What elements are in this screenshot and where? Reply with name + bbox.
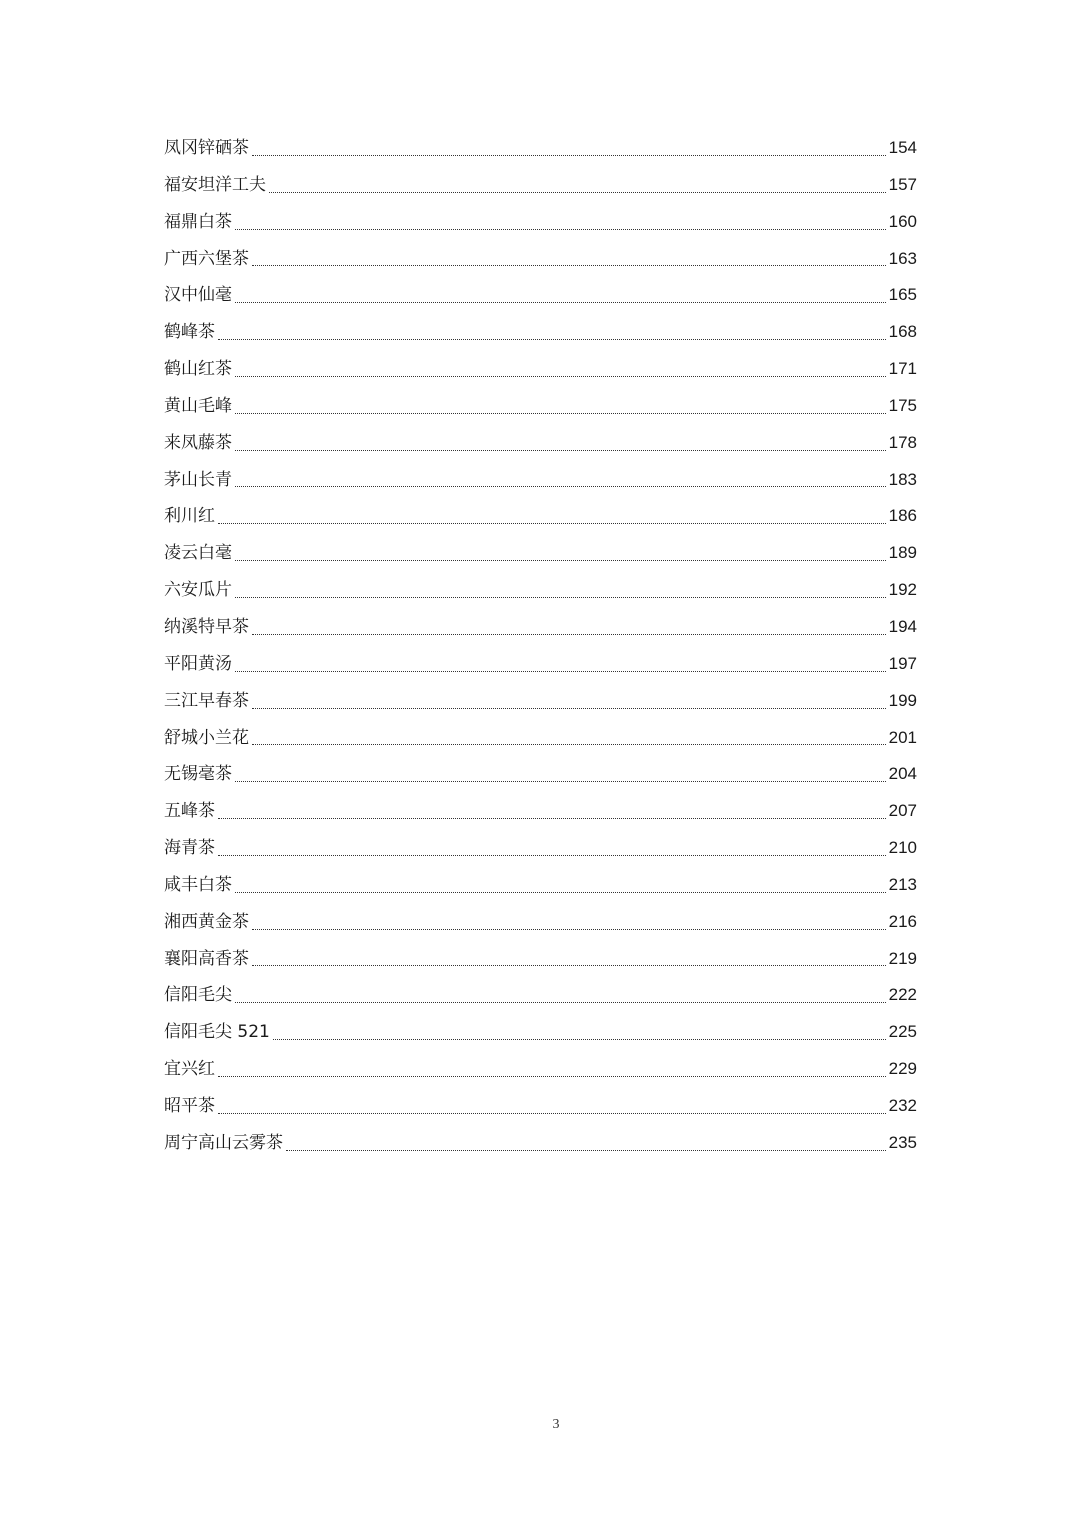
toc-dot-leader <box>273 1039 886 1040</box>
toc-entry-title: 鹤峰茶 <box>164 322 215 343</box>
toc-entry-page-number: 168 <box>888 322 917 342</box>
toc-entry-page-number: 160 <box>888 211 917 231</box>
toc-entry-page-number: 207 <box>888 801 917 821</box>
toc-entry-title: 五峰茶 <box>164 801 215 822</box>
toc-entry-title: 无锡毫茶 <box>164 764 232 785</box>
toc-entry[interactable] <box>164 646 917 683</box>
toc-dot-leader <box>235 302 886 303</box>
toc-entry[interactable] <box>164 314 917 351</box>
toc-dot-leader <box>235 450 886 451</box>
toc-entry-page-number: 232 <box>888 1095 917 1115</box>
toc-entry-title: 咸丰白茶 <box>164 874 232 895</box>
toc-entry-title: 茅山长青 <box>164 469 232 490</box>
toc-entry[interactable] <box>164 1014 917 1051</box>
toc-entry-page-number: 178 <box>888 432 917 452</box>
toc-entry[interactable] <box>164 1125 917 1162</box>
toc-entry-page-number: 213 <box>888 874 917 894</box>
toc-dot-leader <box>269 192 886 193</box>
toc-entry[interactable] <box>164 388 917 425</box>
toc-entry[interactable] <box>164 498 917 535</box>
toc-entry-title: 凌云白毫 <box>164 543 232 564</box>
toc-entry-page-number: 199 <box>888 690 917 710</box>
toc-entry-title: 广西六堡茶 <box>164 248 249 269</box>
toc-entry[interactable] <box>164 793 917 830</box>
toc-entry[interactable] <box>164 609 917 646</box>
toc-entry-page-number: 222 <box>888 985 917 1005</box>
toc-entry-page-number: 194 <box>888 616 917 636</box>
toc-dot-leader <box>235 781 886 782</box>
toc-entry-title: 昭平茶 <box>164 1095 215 1116</box>
toc-entry-title: 汉中仙毫 <box>164 285 232 306</box>
toc-entry-page-number: 225 <box>888 1022 917 1042</box>
toc-entry-title: 海青茶 <box>164 838 215 859</box>
toc-entry-page-number: 154 <box>888 138 917 157</box>
toc-dot-leader <box>218 523 886 524</box>
toc-entry-title: 平阳黄汤 <box>164 653 232 674</box>
toc-entry-title: 六安瓜片 <box>164 580 232 601</box>
toc-dot-leader <box>252 155 886 156</box>
toc-entry-title: 湘西黄金茶 <box>164 911 249 932</box>
toc-dot-leader <box>235 892 886 893</box>
page-number: 3 <box>552 1417 560 1432</box>
toc-dot-leader <box>252 744 886 745</box>
toc-dot-leader <box>218 1113 886 1114</box>
toc-entry-page-number: 197 <box>888 653 917 673</box>
toc-entry[interactable] <box>164 130 917 167</box>
toc-dot-leader <box>252 708 886 709</box>
toc-entry[interactable] <box>164 683 917 720</box>
toc-dot-leader <box>252 265 886 266</box>
toc-entry[interactable] <box>164 720 917 757</box>
toc-entry[interactable] <box>164 572 917 609</box>
toc-entry-title: 三江早春茶 <box>164 690 249 711</box>
toc-entry-page-number: 189 <box>888 543 917 563</box>
toc-entry-title: 鹤山红茶 <box>164 359 232 380</box>
toc-entry[interactable] <box>164 241 917 278</box>
toc-entry-title: 福鼎白茶 <box>164 211 232 232</box>
toc-dot-leader <box>218 339 886 340</box>
toc-dot-leader <box>235 671 886 672</box>
toc-dot-leader <box>235 413 886 414</box>
toc-dot-leader <box>252 929 886 930</box>
toc-entry-page-number: 192 <box>888 580 917 600</box>
toc-dot-leader <box>235 1002 886 1003</box>
toc-entry-title: 利川红 <box>164 506 215 527</box>
toc-entry[interactable] <box>164 1051 917 1088</box>
toc-entry[interactable] <box>164 462 917 499</box>
toc-entry-page-number: 165 <box>888 285 917 305</box>
toc-dot-leader <box>235 376 886 377</box>
toc-dot-leader <box>235 486 886 487</box>
toc-entry-page-number: 210 <box>888 838 917 858</box>
toc-entry-title: 舒城小兰花 <box>164 727 249 748</box>
toc-dot-leader <box>218 818 886 819</box>
toc-entry-page-number: 204 <box>888 764 917 784</box>
toc-entry-title: 周宁高山云雾茶 <box>164 1132 283 1153</box>
toc-dot-leader <box>235 597 886 598</box>
toc-entry-page-number: 171 <box>888 359 917 379</box>
toc-entry-page-number: 175 <box>888 395 917 415</box>
toc-dot-leader <box>218 1076 886 1077</box>
toc-entry-page-number: 229 <box>888 1059 917 1079</box>
toc-entry-title: 纳溪特早茶 <box>164 616 249 637</box>
toc-entry-page-number: 219 <box>888 948 917 968</box>
toc-entry-title: 襄阳高香茶 <box>164 948 249 969</box>
toc-entry[interactable] <box>164 977 917 1014</box>
toc-dot-leader <box>252 634 886 635</box>
toc-entry[interactable] <box>164 167 917 204</box>
toc-entry-page-number: 201 <box>888 727 917 747</box>
toc-dot-leader <box>235 229 886 230</box>
toc-entry-title: 凤冈锌硒茶 <box>164 138 249 158</box>
toc-entry[interactable] <box>164 830 917 867</box>
toc-dot-leader <box>235 560 886 561</box>
toc-entry[interactable] <box>164 351 917 388</box>
toc-dot-leader <box>286 1150 886 1151</box>
toc-entry[interactable] <box>164 756 917 793</box>
toc-entry[interactable] <box>164 535 917 572</box>
toc-entry[interactable] <box>164 425 917 462</box>
table-of-contents <box>164 130 917 1162</box>
toc-entry-title: 信阳毛尖 521 <box>164 1022 270 1043</box>
toc-entry-page-number: 186 <box>888 506 917 526</box>
toc-dot-leader <box>218 855 886 856</box>
toc-entry[interactable] <box>164 867 917 904</box>
toc-entry-page-number: 216 <box>888 911 917 931</box>
toc-entry[interactable] <box>164 1088 917 1125</box>
toc-entry-title: 黄山毛峰 <box>164 395 232 416</box>
toc-entry-title: 来凤藤茶 <box>164 432 232 453</box>
toc-dot-leader <box>252 965 886 966</box>
toc-entry-title: 福安坦洋工夫 <box>164 174 266 195</box>
toc-entry-page-number: 183 <box>888 469 917 489</box>
toc-entry[interactable] <box>164 904 917 941</box>
toc-entry-title: 宜兴红 <box>164 1059 215 1080</box>
toc-entry[interactable] <box>164 277 917 314</box>
toc-entry-title: 信阳毛尖 <box>164 985 232 1006</box>
toc-entry[interactable] <box>164 941 917 978</box>
toc-entry[interactable] <box>164 204 917 241</box>
toc-entry-page-number: 157 <box>888 174 917 194</box>
toc-entry-page-number: 163 <box>888 248 917 268</box>
toc-entry-page-number: 235 <box>888 1132 917 1152</box>
